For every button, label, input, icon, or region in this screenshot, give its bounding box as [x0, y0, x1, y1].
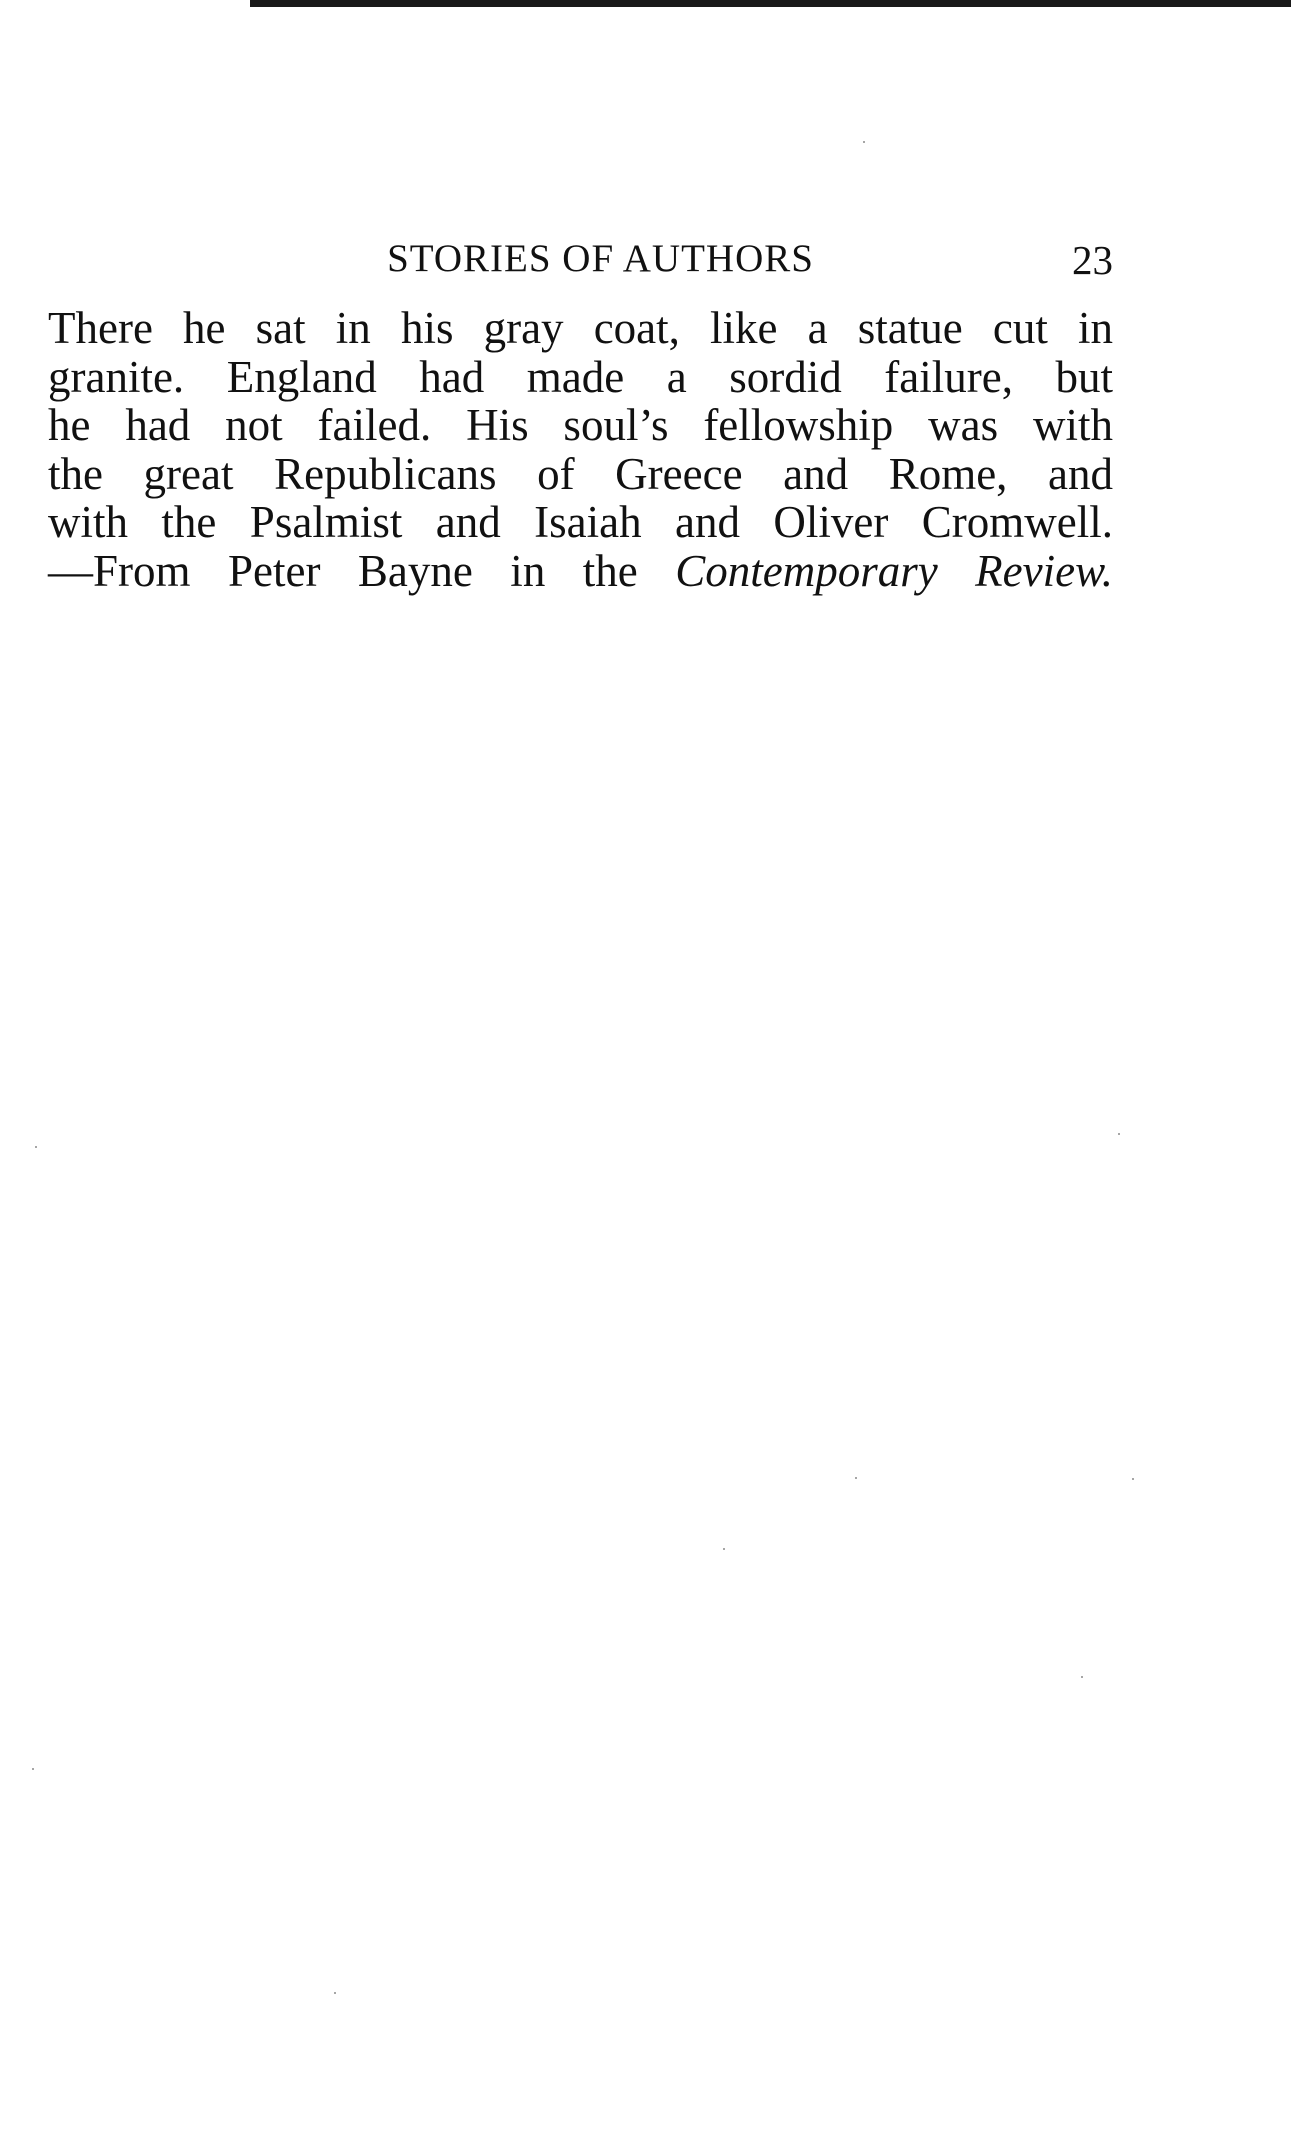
- scan-speck: [1081, 1676, 1083, 1678]
- attribution-source: Contemporary Review.: [675, 545, 1113, 596]
- book-page: [48, 230, 1113, 595]
- text-line-4: the great Republicans of Greece and Rome, and: [48, 448, 1113, 499]
- text-line-2: granite. England had made a sordid failure, but: [48, 351, 1113, 402]
- top-edge-rule: [250, 0, 1291, 7]
- scan-speck: [32, 1768, 34, 1770]
- scan-speck: [1132, 1478, 1134, 1480]
- text-line-3: he had not failed. His soul’s fellowship was with: [48, 400, 1113, 450]
- scan-speck: [863, 141, 865, 143]
- attribution-prefix: —From Peter Bayne in the: [48, 545, 676, 596]
- running-head-title: STORIES OF AUTHORS: [387, 237, 814, 280]
- scan-speck: [334, 1992, 336, 1994]
- text-line-1: There he sat in his gray coat, like a statue cut in: [48, 303, 1113, 353]
- running-head: [48, 230, 1113, 290]
- scan-speck: [855, 1477, 857, 1479]
- page-number: 23: [1072, 237, 1113, 283]
- scan-speck: [35, 1146, 37, 1148]
- attribution-line: [48, 547, 1113, 596]
- body-paragraph: [48, 304, 1113, 595]
- scan-speck: [723, 1548, 725, 1550]
- scan-speck: [1118, 1133, 1120, 1135]
- text-line-5: with the Psalmist and Isaiah and Oliver Cromwell.: [48, 497, 1113, 547]
